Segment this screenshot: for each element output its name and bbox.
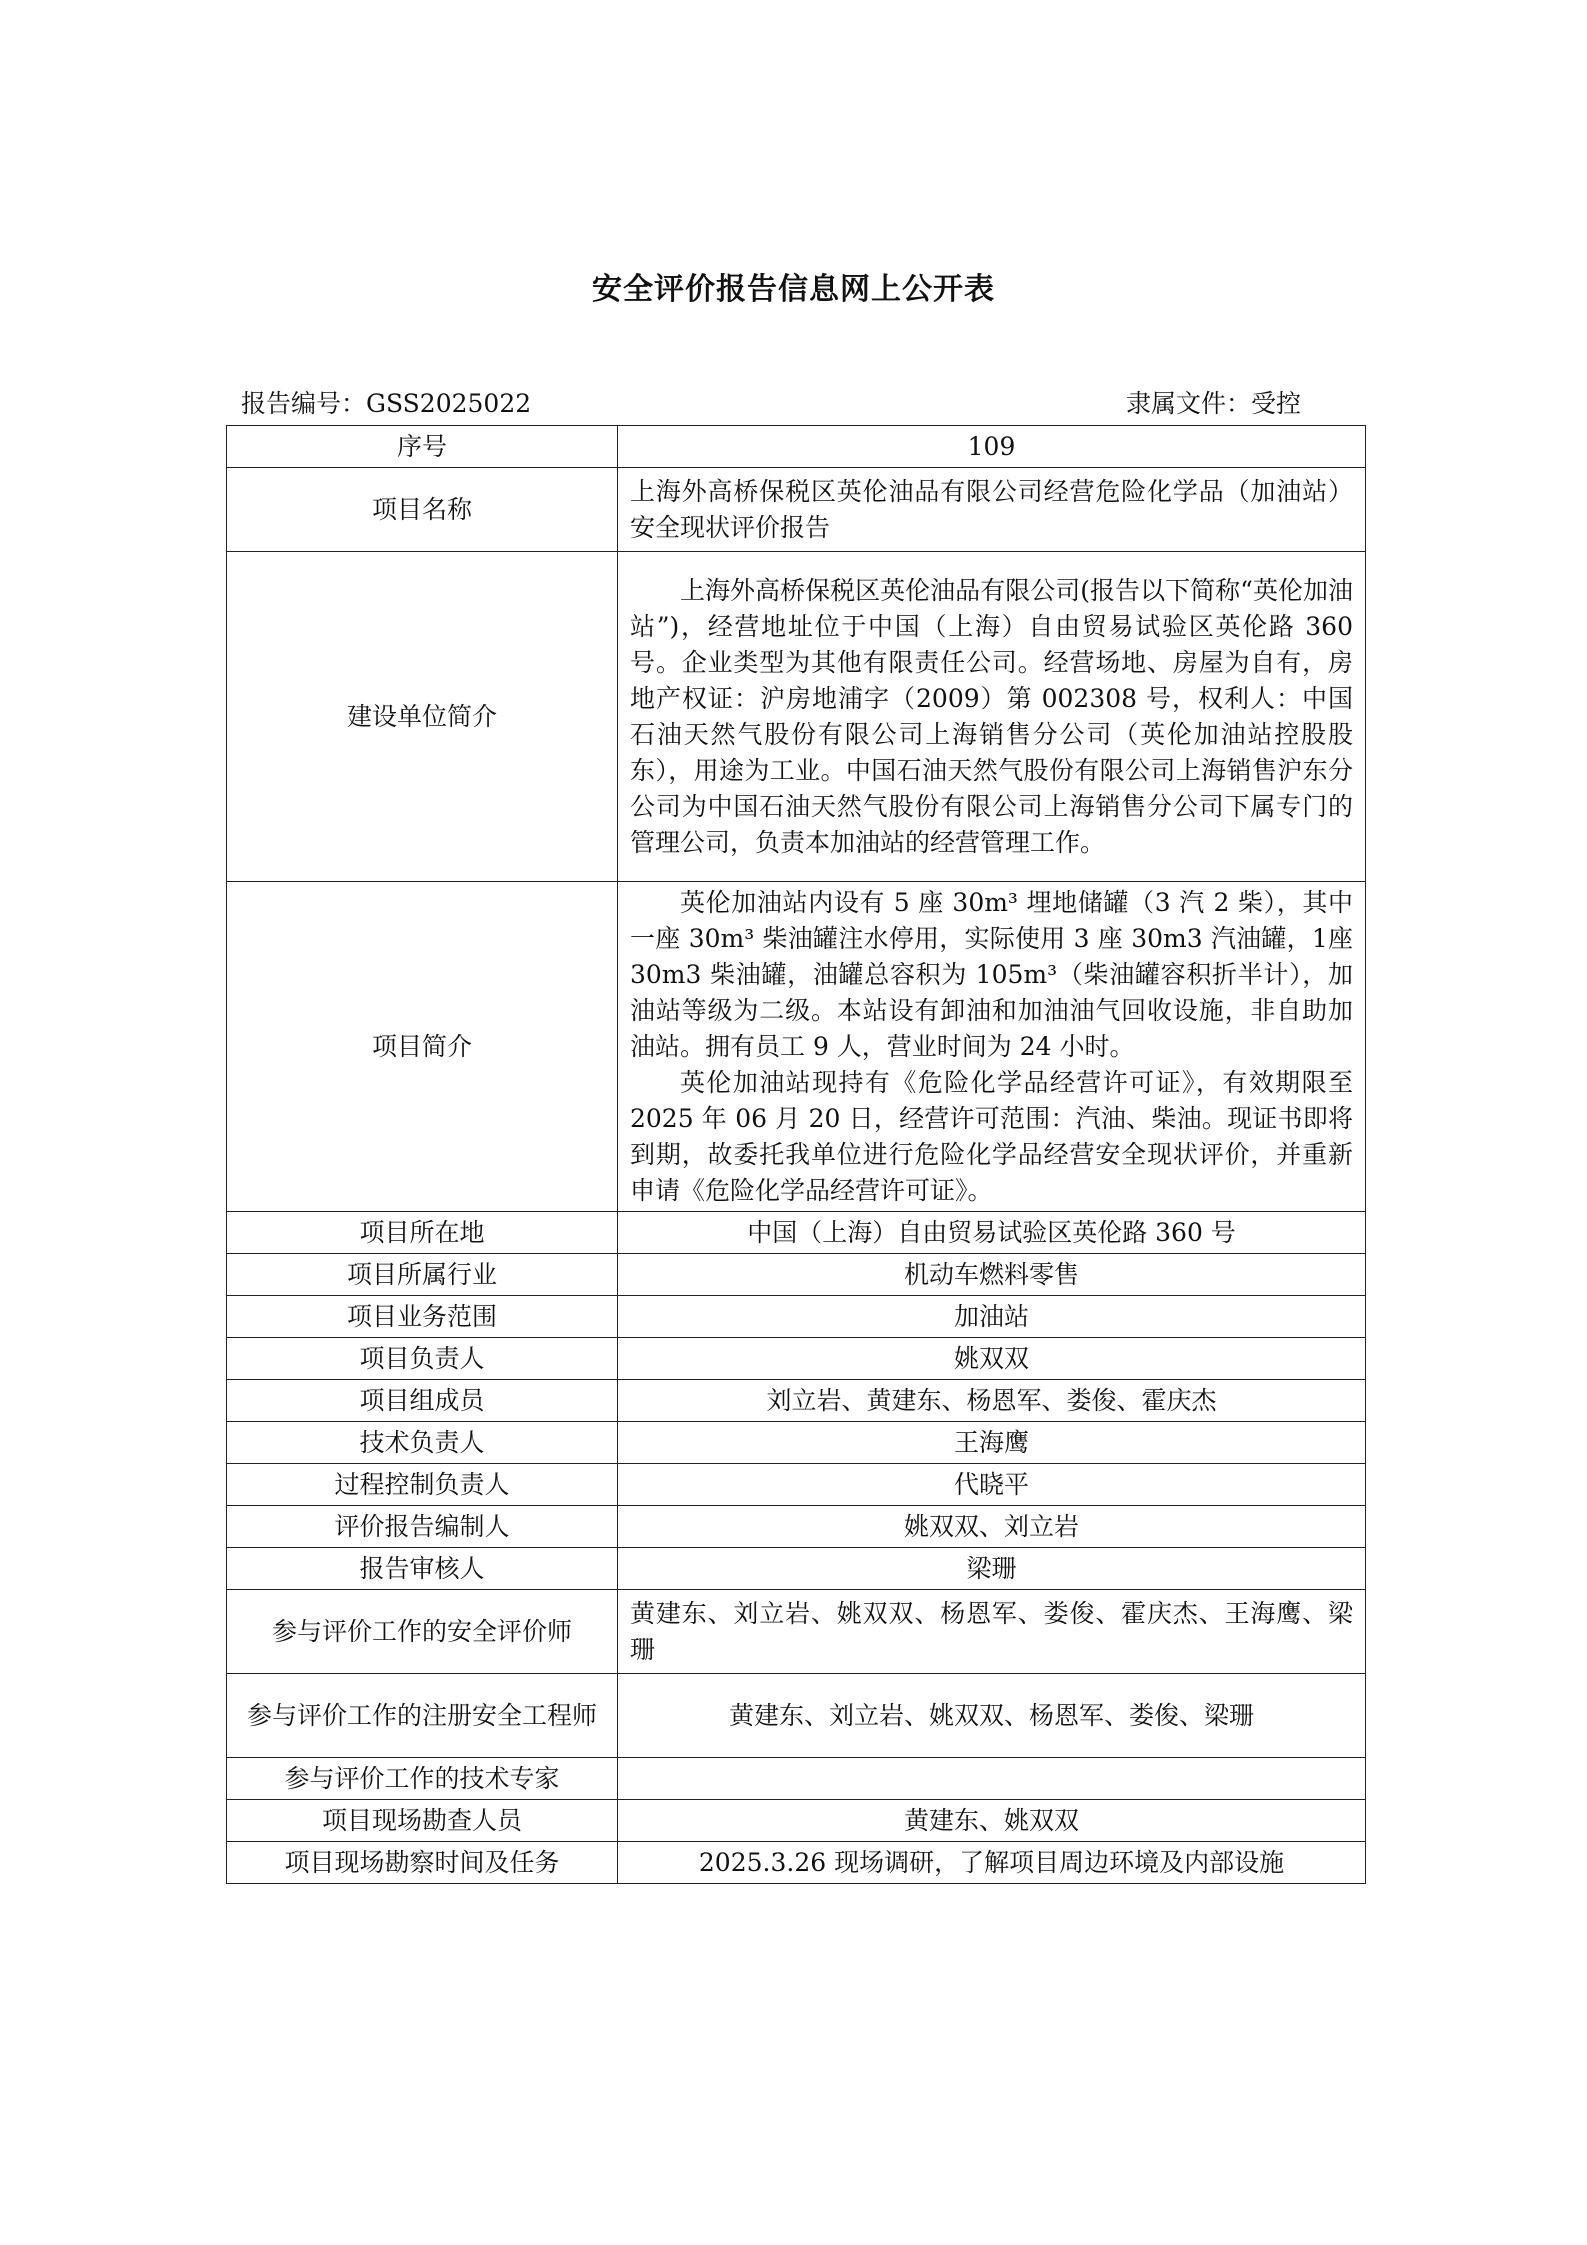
row-value: 109 [618,426,1366,468]
row-value [618,552,1366,882]
row-value: 中国（上海）自由贸易试验区英伦路 360 号 [618,1212,1366,1254]
table-row [227,1422,1366,1464]
row-value: 2025.3.26 现场调研，了解项目周边环境及内部设施 [618,1842,1366,1884]
row-value: 梁珊 [618,1548,1366,1590]
row-label: 项目所在地 [227,1212,618,1254]
paragraph: 英伦加油站内设有 5 座 30m³ 埋地储罐（3 汽 2 柴），其中一座 30m³ 柴油罐注水停用，实际使用 3 座 30m3 汽油罐，1座 30m3 柴油罐，油罐总容积为 105m³（柴油罐容积折半计），加油站等级为二级。本站设有卸油和加油油气回收设施，非自助加油站。拥有员工 9 人，营业时间为 24 小时。 [630,887,1353,1061]
table-row [227,1296,1366,1338]
row-value [618,882,1366,1212]
table-row [227,1758,1366,1800]
row-label: 参与评价工作的安全评价师 [227,1590,618,1674]
row-value [618,1758,1366,1800]
row-value: 黄建东、姚双双 [618,1800,1366,1842]
row-label: 项目业务范围 [227,1296,618,1338]
table-row [227,426,1366,468]
row-value: 机动车燃料零售 [618,1254,1366,1296]
row-value: 黄建东、刘立岩、姚双双、杨恩军、娄俊、梁珊 [618,1674,1366,1758]
row-value: 刘立岩、黄建东、杨恩军、娄俊、霍庆杰 [618,1380,1366,1422]
row-label: 项目负责人 [227,1338,618,1380]
table-row [227,468,1366,552]
table-row [227,1380,1366,1422]
table-row [227,882,1366,1212]
row-label: 参与评价工作的技术专家 [227,1758,618,1800]
row-value: 姚双双 [618,1338,1366,1380]
row-value: 上海外高桥保税区英伦油品有限公司经营危险化学品（加油站）安全现状评价报告 [618,468,1366,552]
row-value: 代晓平 [618,1464,1366,1506]
report-number: 报告编号：GSS2025022 [241,389,532,418]
table-row [227,1590,1366,1674]
table-row [227,1338,1366,1380]
row-label: 报告审核人 [227,1548,618,1590]
row-value: 姚双双、刘立岩 [618,1506,1366,1548]
page-title: 安全评价报告信息网上公开表 [592,272,995,307]
row-label: 项目现场勘察时间及任务 [227,1842,618,1884]
table-row [227,1800,1366,1842]
table-row [227,552,1366,882]
paragraph: 英伦加油站现持有《危险化学品经营许可证》，有效期限至 2025 年 06 月 20 日，经营许可范围：汽油、柴油。现证书即将到期，故委托我单位进行危险化学品经营安全现状评价，并重新申请《危险化学品经营许可证》。 [630,1067,1353,1205]
document-control-status: 隶属文件：受控 [1125,389,1301,418]
row-label: 参与评价工作的注册安全工程师 [227,1674,618,1758]
row-label: 项目简介 [227,882,618,1212]
table-row [227,1212,1366,1254]
row-label: 评价报告编制人 [227,1506,618,1548]
row-value: 加油站 [618,1296,1366,1338]
table-row [227,1674,1366,1758]
disclosure-table [226,425,1366,1884]
report-meta-row [241,384,1301,424]
row-label: 建设单位简介 [227,552,618,882]
paragraph: 上海外高桥保税区英伦油品有限公司(报告以下简称“英伦加油站”)，经营地址位于中国（上海）自由贸易试验区英伦路 360 号。企业类型为其他有限责任公司。经营场地、房屋为自有，房地产权证：沪房地浦字（2009）第 002308 号，权利人：中国石油天然气股份有限公司上海销售分公司（英伦加油站控股股东），用途为工业。中国石油天然气股份有限公司上海销售沪东分公司为中国石油天然气股份有限公司上海销售分公司下属专门的管理公司，负责本加油站的经营管理工作。 [630,575,1353,857]
row-label: 项目组成员 [227,1380,618,1422]
table-row [227,1842,1366,1884]
table-row [227,1254,1366,1296]
row-value: 黄建东、刘立岩、姚双双、杨恩军、娄俊、霍庆杰、王海鹰、梁珊 [618,1590,1366,1674]
table-row [227,1464,1366,1506]
table-row [227,1548,1366,1590]
row-label: 序号 [227,426,618,468]
row-label: 项目所属行业 [227,1254,618,1296]
row-label: 技术负责人 [227,1422,618,1464]
row-label: 项目现场勘查人员 [227,1800,618,1842]
row-label: 过程控制负责人 [227,1464,618,1506]
row-label: 项目名称 [227,468,618,552]
row-value: 王海鹰 [618,1422,1366,1464]
table-row [227,1506,1366,1548]
